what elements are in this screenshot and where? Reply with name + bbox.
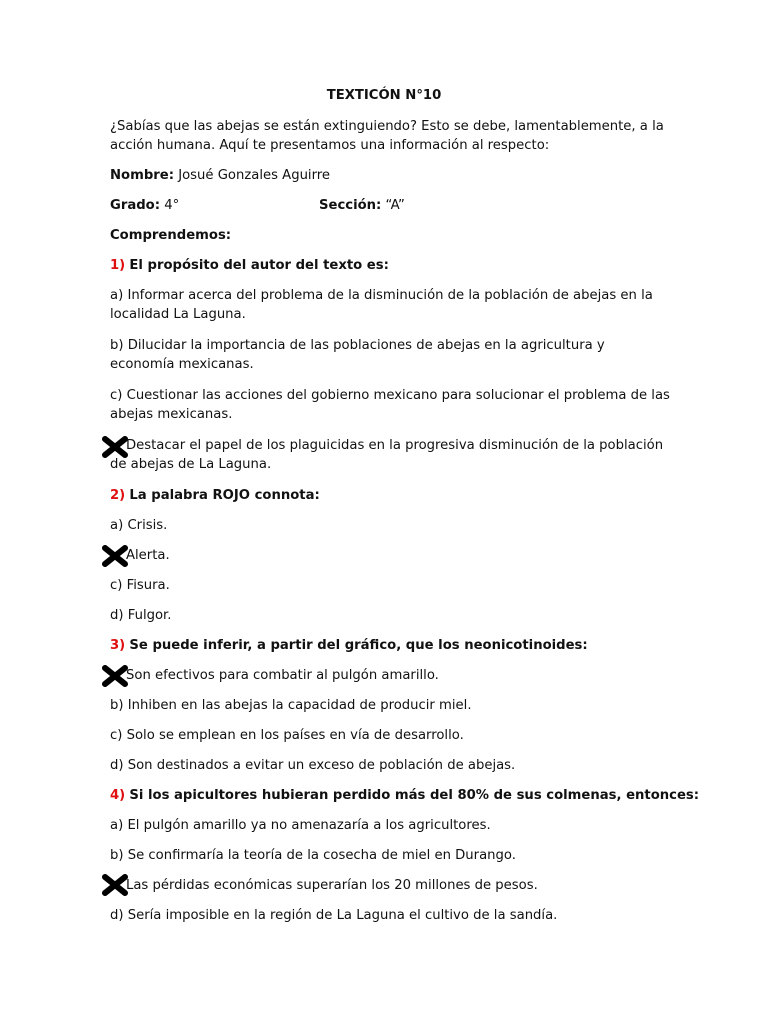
option-4d <box>110 906 670 926</box>
document-title: TEXTICÓN N°10 <box>326 88 442 103</box>
question-2 <box>110 486 670 506</box>
section-value: “A” <box>385 198 405 213</box>
grade-label: Grado: <box>110 198 161 213</box>
option-1c-line-1 <box>110 386 670 406</box>
question-text: La palabra ROJO connota: <box>129 488 320 503</box>
grade-value: 4° <box>164 198 180 213</box>
option-3d <box>110 756 670 776</box>
question-number: 3) <box>110 638 126 653</box>
option-text: Informar acerca del problema de la disminución de la población de abejas en la <box>127 288 653 303</box>
x-mark-icon <box>102 665 128 687</box>
section-row <box>319 196 619 216</box>
option-prefix: a) <box>110 518 124 533</box>
option-3c <box>110 726 670 746</box>
intro-line-2: acción humana. Aquí te presentamos una información al respecto: <box>110 138 550 153</box>
option-prefix: b) <box>110 698 124 713</box>
option-prefix: c) <box>110 728 123 743</box>
name-row <box>110 166 670 186</box>
x-mark-icon <box>102 545 128 567</box>
question-text: Se puede inferir, a partir del gráfico, que los neonicotinoides: <box>129 638 588 653</box>
option-text: Inhiben en las abejas la capacidad de producir miel. <box>127 698 472 713</box>
option-prefix: d) <box>110 608 124 623</box>
option-text: El pulgón amarillo ya no amenazaría a los agricultores. <box>127 818 491 833</box>
option-prefix: b) <box>110 848 124 863</box>
option-1d-line-1: Destacar el papel de los plaguicidas en la progresiva disminución de la población <box>126 438 664 453</box>
option-text: Solo se emplean en los países en vía de desarrollo. <box>126 728 464 743</box>
question-text: El propósito del autor del texto es: <box>129 258 389 273</box>
option-text: Fisura. <box>126 578 170 593</box>
option-1b-line-1 <box>110 336 670 356</box>
option-2a <box>110 516 670 536</box>
option-1a-line-2: localidad La Laguna. <box>110 307 246 322</box>
option-prefix: d) <box>110 758 124 773</box>
option-prefix: c) <box>110 388 123 403</box>
option-text: Sería imposible en la región de La Laguna el cultivo de la sandía. <box>127 908 558 923</box>
option-text: Crisis. <box>127 518 168 533</box>
option-1b-line-2: economía mexicanas. <box>110 357 254 372</box>
x-mark-icon <box>102 874 128 896</box>
option-prefix: a) <box>110 288 124 303</box>
option-2c <box>110 576 670 596</box>
option-4c: Las pérdidas económicas superarían los 20 millones de pesos. <box>126 878 538 893</box>
option-text: Fulgor. <box>127 608 172 623</box>
option-4a <box>110 816 670 836</box>
option-text: Se confirmaría la teoría de la cosecha de miel en Durango. <box>127 848 516 863</box>
option-text: Dilucidar la importancia de las poblaciones de abejas en la agricultura y <box>127 338 605 353</box>
option-2d <box>110 606 670 626</box>
name-value: Josué Gonzales Aguirre <box>178 168 331 183</box>
option-1c-line-2: abejas mexicanas. <box>110 407 233 422</box>
option-4b <box>110 846 670 866</box>
section-label: Sección: <box>319 198 382 213</box>
option-text: Cuestionar las acciones del gobierno mexicano para solucionar el problema de las <box>126 388 670 403</box>
intro-line-1: ¿Sabías que las abejas se están extinguiendo? Esto se debe, lamentablemente, a la <box>110 119 664 134</box>
option-1d-line-2: de abejas de La Laguna. <box>110 457 272 472</box>
option-text: Son destinados a evitar un exceso de población de abejas. <box>127 758 516 773</box>
option-3a: Son efectivos para combatir al pulgón amarillo. <box>126 668 439 683</box>
question-1 <box>110 256 670 276</box>
option-2b: Alerta. <box>126 548 170 563</box>
question-number: 1) <box>110 258 126 273</box>
option-prefix: c) <box>110 578 123 593</box>
option-3b <box>110 696 670 716</box>
name-label: Nombre: <box>110 168 174 183</box>
question-4 <box>110 786 700 806</box>
question-number: 4) <box>110 788 126 803</box>
section-heading: Comprendemos: <box>110 228 232 243</box>
option-prefix: a) <box>110 818 124 833</box>
question-number: 2) <box>110 488 126 503</box>
option-1a-line-1 <box>110 286 670 306</box>
question-text: Si los apicultores hubieran perdido más del 80% de sus colmenas, entonces: <box>129 788 700 803</box>
option-prefix: b) <box>110 338 124 353</box>
option-prefix: d) <box>110 908 124 923</box>
question-3 <box>110 636 670 656</box>
